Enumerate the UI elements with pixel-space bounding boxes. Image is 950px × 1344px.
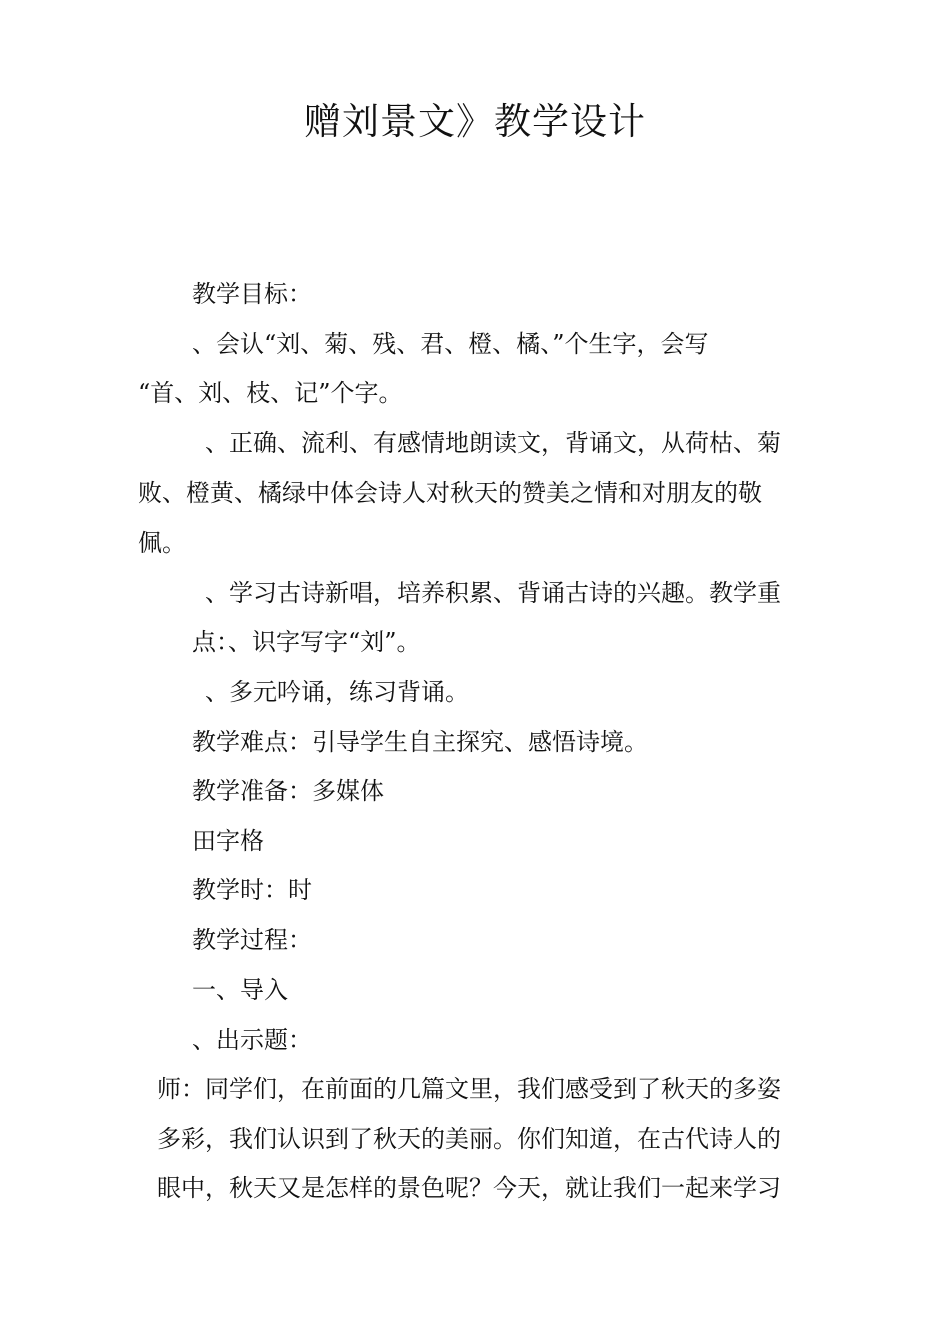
text-line: 佩。 bbox=[138, 529, 186, 557]
text-line: 、出示题： bbox=[192, 1026, 312, 1054]
text-line: 教学难点：引导学生自主探究、感悟诗境。 bbox=[192, 728, 648, 756]
text-line: “首、刘、枝、记”个字。 bbox=[138, 379, 403, 407]
text-line: 、正确、流利、有感情地朗读文，背诵文，从荷枯、菊 bbox=[205, 429, 781, 457]
text-line: 多彩，我们认识到了秋天的美丽。你们知道，在古代诗人的 bbox=[157, 1125, 781, 1153]
text-line: 、学习古诗新唱，培养积累、背诵古诗的兴趣。教学重 bbox=[205, 579, 781, 607]
text-line: 、多元吟诵，练习背诵。 bbox=[205, 678, 469, 706]
text-line: 田字格 bbox=[192, 827, 264, 855]
text-line: 教学时：时 bbox=[192, 876, 312, 904]
text-line: 败、橙黄、橘绿中体会诗人对秋天的赞美之情和对朋友的敬 bbox=[138, 479, 762, 507]
document-title: 赠刘景文》教学设计 bbox=[304, 100, 646, 143]
text-line: 点：、识字写字“刘”。 bbox=[192, 628, 421, 656]
text-line: 、会认“刘、菊、残、君、橙、橘、”个生字，会写 bbox=[192, 330, 709, 358]
text-line: 教学过程： bbox=[192, 926, 312, 954]
text-line: 教学准备：多媒体 bbox=[192, 777, 384, 805]
text-line: 师：同学们，在前面的几篇文里，我们感受到了秋天的多姿 bbox=[157, 1075, 781, 1103]
text-line: 眼中，秋天又是怎样的景色呢？今天，就让我们一起来学习 bbox=[157, 1174, 781, 1202]
text-line: 教学目标： bbox=[192, 280, 312, 308]
text-line: 一、导入 bbox=[192, 976, 288, 1004]
